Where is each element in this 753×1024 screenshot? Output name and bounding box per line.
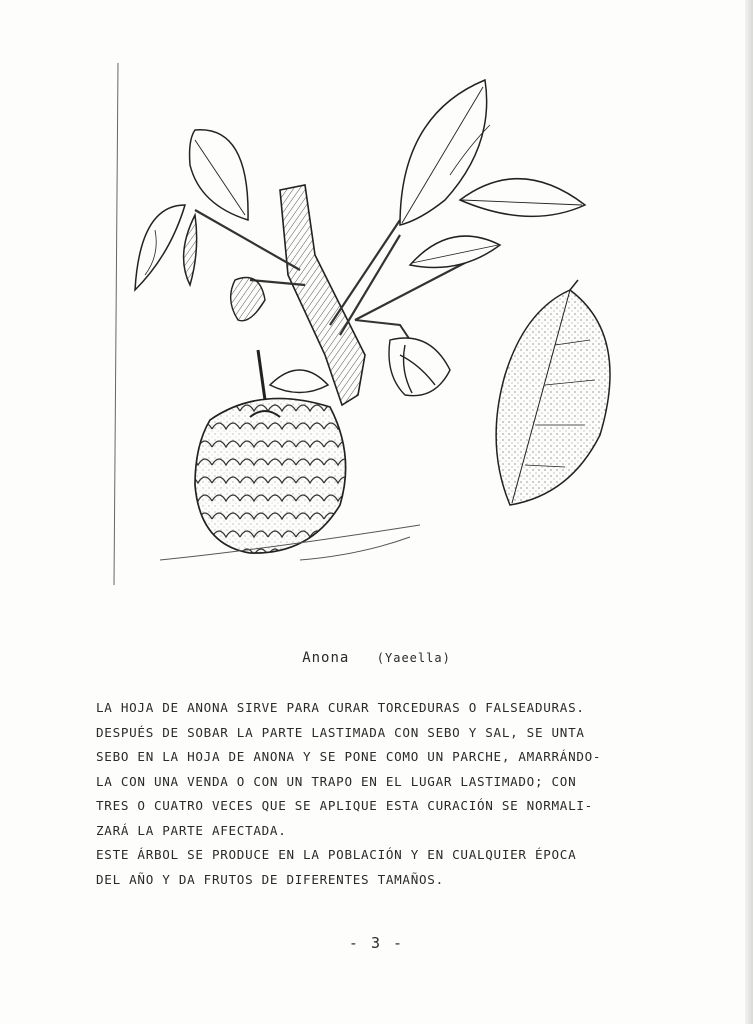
margin-line [114,63,118,585]
large-leaf-drawing [496,280,610,505]
body-line: ESTE ÁRBOL SE PRODUCE EN LA POBLACIÓN Y EN CUALQUIER ÉPOCA [96,847,577,862]
body-line: LA CON UNA VENDA O CON UN TRAPO EN EL LUGAR LASTIMADO; CON [96,773,577,789]
body-paragraph [96,696,676,892]
body-line: ZARÁ LA PARTE AFECTADA. [96,822,287,838]
title-main: Anona [302,650,350,666]
page-number: - 3 - [348,934,405,952]
title-sub: (Yaeella) [376,651,451,665]
body-line: TRES O CUATRO VECES QUE SE APLIQUE ESTA CURACIÓN SE NORMALI- [96,798,593,813]
page-title [0,650,753,666]
body-line: LA HOJA DE ANONA SIRVE PARA CURAR TORCEDURAS O FALSEADURAS. [96,700,585,715]
body-line: SEBO EN LA HOJA DE ANONA Y SE PONE COMO UN PARCHE, AMARRÁNDO- [96,749,602,764]
body-line: DEL AÑO Y DA FRUTOS DE DIFERENTES TAMAÑOS. [96,871,444,887]
page-edge-shadow [745,0,753,1024]
body-line: DESPUÉS DE SOBAR LA PARTE LASTIMADA CON SEBO Y SAL, SE UNTA [96,724,585,740]
anona-plant-illustration [100,55,620,595]
